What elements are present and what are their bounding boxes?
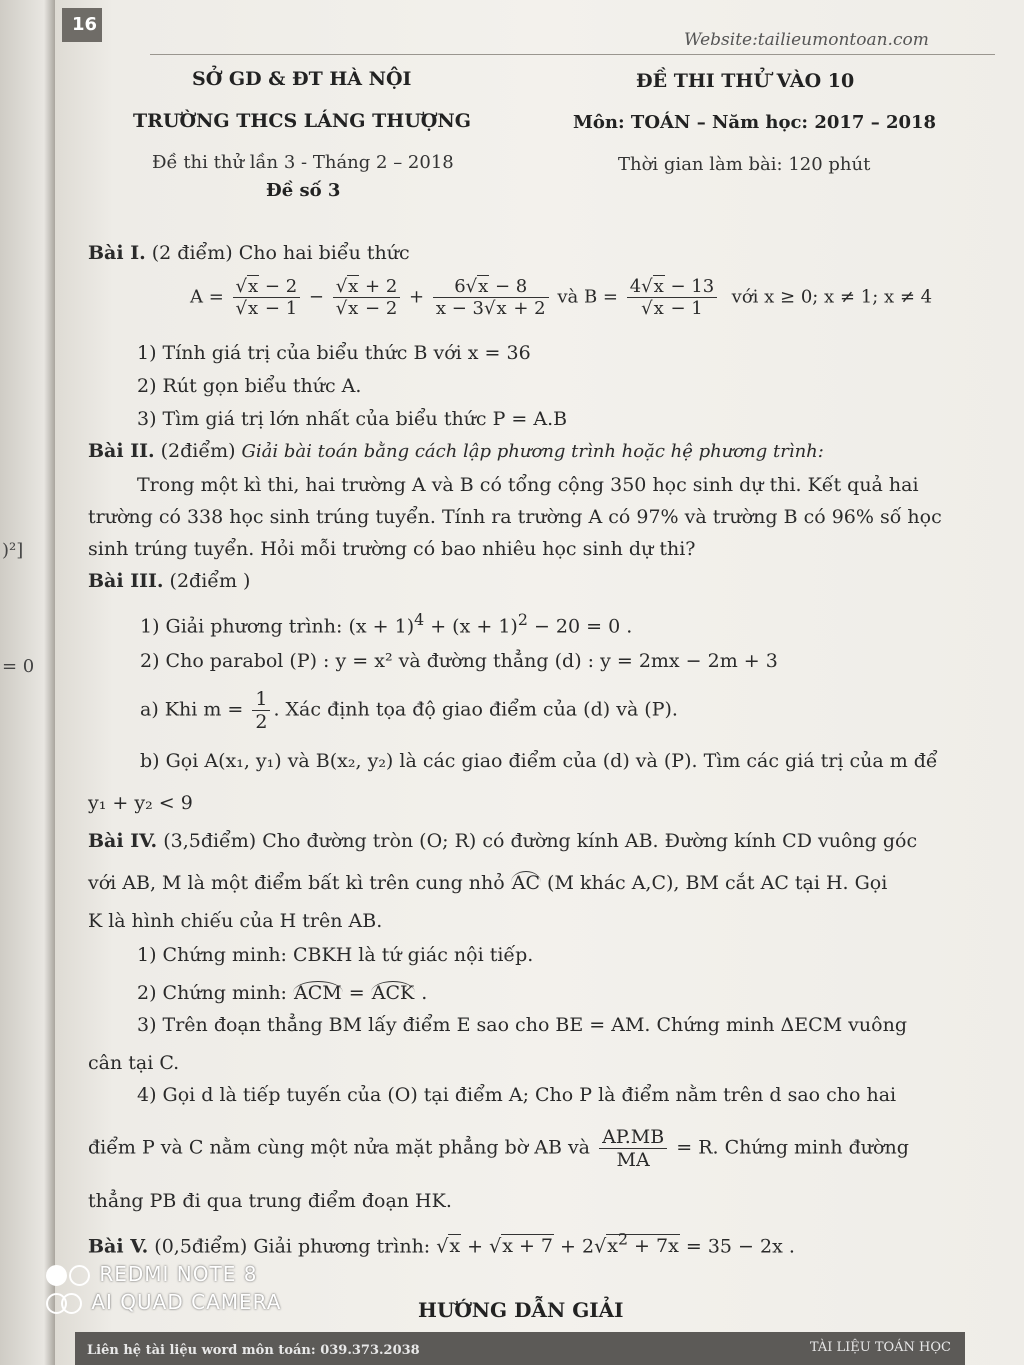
exam-title: ĐỀ THI THỬ VÀO 10 — [636, 70, 855, 92]
bai4-q4-end: thẳng PB đi qua trung điểm đoạn HK. — [88, 1190, 452, 1212]
bai3-qa: a) Khi m = $\frac{1}{2}$ . Xác định tọa độ giao điểm của (d) và (P). — [140, 688, 678, 733]
bai4-q2-prefix: 2) Chứng minh: — [137, 982, 287, 1004]
bai4-line2: với AB, M là một điểm bất kì trên cung nhỏ AC (M khác A,C), BM cắt AC tại H. Gọi — [88, 872, 888, 894]
bai3-heading — [88, 570, 250, 592]
bai1-q2: 2) Rút gọn biểu thức A. — [137, 375, 362, 397]
bai2-instruction: Giải bài toán bằng cách lập phương trình hoặc hệ phương trình: — [241, 441, 824, 462]
bai3-label: Bài III. — [88, 570, 164, 592]
guide-title: HƯỚNG DẪN GIẢI — [418, 1298, 624, 1322]
bai3-qb: b) Gọi A(x₁, y₁) và B(x₂, y₂) là các giao điểm của (d) và (P). Tìm các giá trị của m để — [140, 750, 938, 772]
bai4-q3-cont: cân tại C. — [88, 1052, 180, 1074]
bai4-line1: (3,5điểm) Cho đường tròn (O; R) có đường kính AB. Đường kính CD vuông góc — [163, 830, 918, 852]
bai3-q2: 2) Cho parabol (P) : y = x² và đường thẳng (d) : y = 2mx − 2m + 3 — [140, 650, 778, 672]
bai3-points: (2điểm ) — [169, 570, 251, 592]
bai1-expressions: A = $\frac{√x - 2}{√x - 1}$ − $\frac{√x + 2}{√x - 2}$ + $\frac{6√x - 8}{x - 3√x + 2}$ và B = $\frac{4√x - 13}{√x - 1}$ với x ≥ 0; x ≠ 1; x ≠ 4 — [190, 276, 933, 319]
website-header: Website:tailieumontoan.com — [684, 30, 929, 50]
bai1-label: Bài I. — [88, 242, 146, 264]
header-divider — [150, 54, 995, 55]
bai4-q4-cont-b: = R. Chứng minh đường — [676, 1136, 909, 1159]
bai4-line3: K là hình chiếu của H trên AB. — [88, 910, 383, 932]
bai4-q2: 2) Chứng minh: ACM = ACK . — [137, 982, 428, 1004]
exam-round: Đề thi thử lần 3 - Tháng 2 – 2018 — [152, 152, 454, 173]
bai1-q3: 3) Tìm giá trị lớn nhất của biểu thức P = A.B — [137, 408, 568, 430]
watermark-line1: REDMI NOTE 8 — [99, 1262, 258, 1286]
bai4-line2b: (M khác A,C), BM cắt AC tại H. Gọi — [547, 872, 888, 894]
footer-contact: Liên hệ tài liệu word môn toán: 039.373.2038 — [87, 1343, 420, 1358]
bai3-qb-cont: y₁ + y₂ < 9 — [88, 792, 193, 814]
bai5-line: Bài V. (0,5điểm) Giải phương trình: $√x + √x + 7 + 2√x^2 + 7x = 35 - 2x$ . — [88, 1230, 795, 1258]
bai4-label: Bài IV. — [88, 830, 158, 852]
bai4-q1: 1) Chứng minh: CBKH là tứ giác nội tiếp. — [137, 944, 534, 966]
left-page-fragment: )²] — [2, 540, 24, 561]
left-page-fragment: = 0 — [2, 656, 35, 677]
bai5-label: Bài V. — [88, 1235, 149, 1258]
watermark-line2: AI QUAD CAMERA — [91, 1290, 282, 1314]
bai2-points: (2điểm) — [160, 440, 236, 462]
bai2-heading — [88, 440, 824, 462]
bai1-intro: (2 điểm) Cho hai biểu thức — [151, 242, 410, 264]
page-number: 16 — [62, 8, 102, 42]
bai3-q1: 1) Giải phương trình: $(x + 1)^4 + (x + 1)^2 - 20 = 0$ . — [140, 610, 633, 638]
bai4-q3: 3) Trên đoạn thẳng BM lấy điểm E sao cho BE = AM. Chứng minh ΔECM vuông — [137, 1014, 907, 1036]
bai4-heading — [88, 830, 917, 852]
org-name: SỞ GD & ĐT HÀ NỘI — [192, 68, 412, 90]
bai5-text: (0,5điểm) Giải phương trình: — [154, 1235, 431, 1258]
bai3-qa-suffix: . Xác định tọa độ giao điểm của (d) và (P). — [273, 698, 678, 721]
bai4-q4-cont-a: điểm P và C nằm cùng một nửa mặt phẳng bờ AB và — [88, 1136, 591, 1159]
camera-watermark — [46, 1262, 281, 1314]
bai3-qa-prefix: a) Khi m = — [140, 698, 244, 721]
bai1-q1: 1) Tính giá trị của biểu thức B với x = 36 — [137, 342, 531, 364]
bai4-q4-cont: điểm P và C nằm cùng một nửa mặt phẳng bờ AB và $\frac{AP.MB}{MA}$ = R. Chứng minh đường — [88, 1126, 909, 1171]
footer-brand: TÀI LIỆU TOÁN HỌC — [809, 1340, 951, 1355]
bai2-line3: sinh trúng tuyển. Hỏi mỗi trường có bao nhiêu học sinh dự thi? — [88, 538, 696, 560]
bai4-q4: 4) Gọi d là tiếp tuyến của (O) tại điểm A; Cho P là điểm nằm trên d sao cho hai — [137, 1084, 897, 1106]
footer-bar — [75, 1332, 965, 1365]
bai1-heading — [88, 242, 410, 264]
left-page-edge — [0, 0, 55, 1365]
bai2-line2: trường có 338 học sinh trúng tuyển. Tính ra trường A có 97% và trường B có 96% số học — [88, 506, 942, 528]
exam-time: Thời gian làm bài: 120 phút — [618, 154, 871, 175]
bai2-label: Bài II. — [88, 440, 155, 462]
bai3-q1-prefix: 1) Giải phương trình: — [140, 615, 343, 638]
exam-subject: Môn: TOÁN – Năm học: 2017 – 2018 — [573, 112, 937, 133]
bai2-line1: Trong một kì thi, hai trường A và B có tổng cộng 350 học sinh dự thi. Kết quả hai — [137, 474, 919, 496]
bai4-line2a: với AB, M là một điểm bất kì trên cung nhỏ — [88, 872, 505, 894]
exam-number: Đề số 3 — [266, 180, 341, 201]
school-name: TRƯỜNG THCS LÁNG THƯỢNG — [133, 110, 471, 132]
